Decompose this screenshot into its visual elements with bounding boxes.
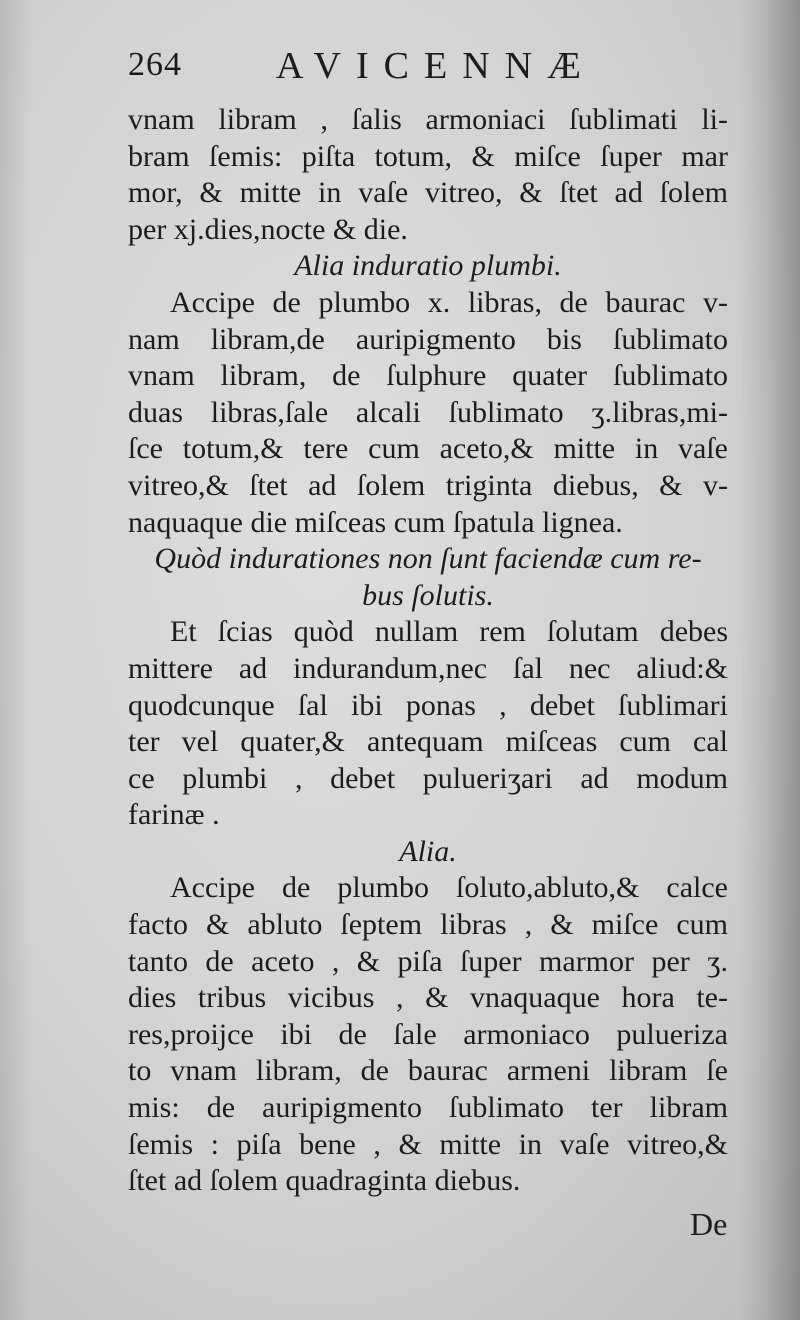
text-line: farinæ . [128, 798, 220, 832]
paragraph-first-line: Accipe de plumbo ſoluto,abluto,& calce [170, 871, 728, 905]
text-line: naquaque die miſceas cum ſpatula lignea. [128, 505, 623, 539]
section-heading: Alia induratio plumbi. [294, 249, 562, 283]
page-number: 264 [128, 46, 182, 83]
text-line: res,proijce ibi de ſale armoniaco pulueriza [128, 1017, 728, 1051]
text-line: ſtet ad ſolem quadraginta diebus. [128, 1164, 521, 1198]
running-title: AVICENNÆ [276, 45, 596, 87]
page-left-shadow [0, 0, 30, 1320]
text-line: facto & abluto ſeptem libras , & miſce cum [128, 908, 728, 942]
text-line: quodcunque ſal ibi ponas , debet ſublimari [128, 688, 728, 722]
section-heading: bus ſolutis. [362, 578, 494, 612]
text-line: ſemis : piſa bene , & mitte in vaſe vitreo,& [128, 1127, 728, 1161]
text-line: mittere ad indurandum,nec ſal nec aliud:& [128, 651, 728, 685]
text-line: vnam libram , ſalis armoniaci ſublimati li- [128, 103, 728, 136]
paragraph-first-line: Accipe de plumbo x. libras, de baurac v- [170, 285, 728, 319]
text-line: mor, & mitte in vaſe vitreo, & ſtet ad ſolem [128, 176, 728, 210]
text-line: ter vel quater,& antequam miſceas cum cal [128, 725, 728, 759]
page-gutter-shadow [740, 0, 800, 1320]
text-line: tanto de aceto , & piſa ſuper marmor per ʒ. [128, 944, 728, 978]
text-line: per xj.dies,nocte & die. [128, 212, 408, 246]
text-line: ce plumbi , debet pulueriʒari ad modum [128, 761, 728, 795]
text-line: ſce totum,& tere cum aceto,& mitte in vaſe [128, 432, 728, 466]
section-heading: Quòd indurationes non ſunt faciendæ cum re- [154, 542, 702, 576]
text-block [128, 102, 728, 1200]
text-line: duas libras,ſale alcali ſublimato ʒ.libras,mi- [128, 395, 728, 429]
catchword: De [690, 1206, 728, 1242]
text-line: vitreo,& ſtet ad ſolem triginta diebus, & v- [128, 468, 728, 502]
text-line: nam libram,de auripigmento bis ſublimato [128, 322, 728, 356]
running-header [128, 44, 728, 94]
text-line: to vnam libram, de baurac armeni libram ſe [128, 1054, 728, 1088]
text-line: mis: de auripigmento ſublimato ter libram [128, 1091, 728, 1125]
text-line: bram ſemis: piſta totum, & miſce ſuper mar [128, 139, 728, 173]
section-heading: Alia. [399, 834, 457, 868]
paragraph-first-line: Et ſcias quòd nullam rem ſolutam debes [170, 615, 728, 649]
text-line: vnam libram, de ſulphure quater ſublimato [128, 359, 728, 393]
text-line: dies tribus vicibus , & vnaquaque hora te- [128, 981, 728, 1015]
